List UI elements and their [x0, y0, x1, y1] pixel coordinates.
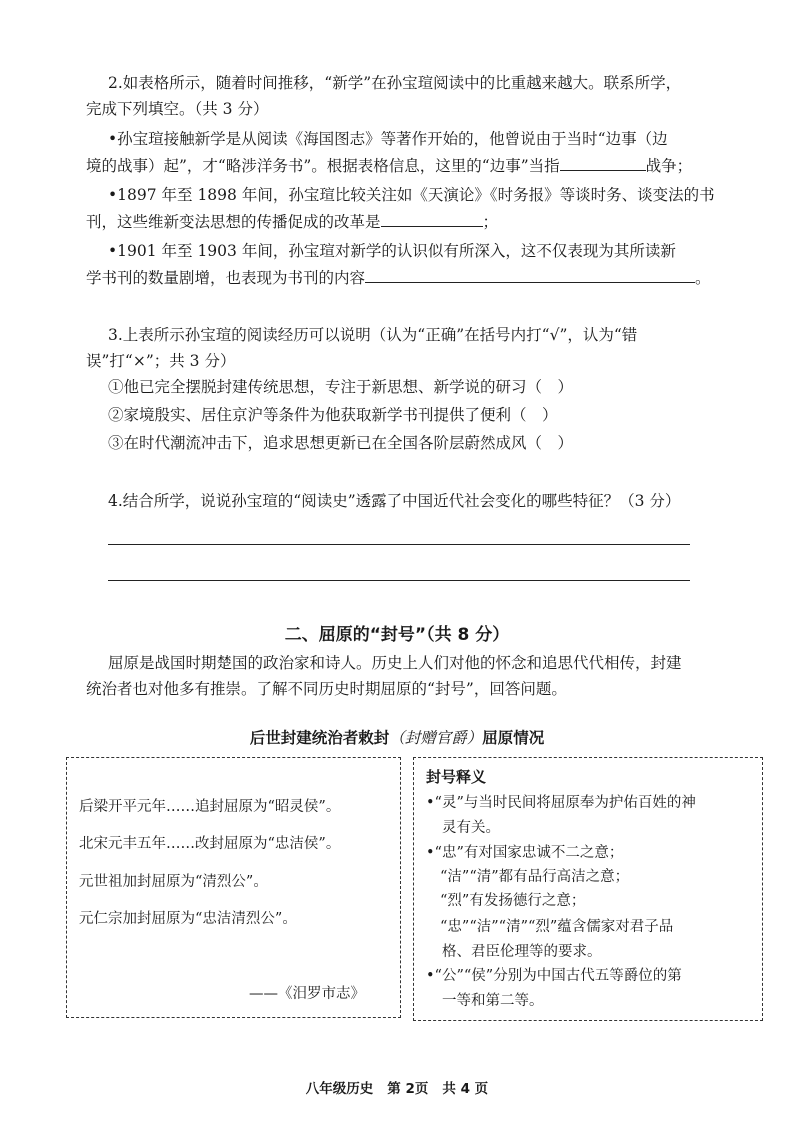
- record-row: 北宋元丰五年……改封屈原为“忠洁侯”。: [79, 836, 341, 852]
- answer-line-2[interactable]: [108, 580, 690, 581]
- explanation-line: •“忠”有对国家忠诚不二之意；: [426, 845, 624, 861]
- page-footer: [0, 1077, 794, 1097]
- record-row: 元仁宗加封屈原为“忠洁清烈公”。: [79, 911, 297, 927]
- explanation-line: 格、君臣伦理等的要求。: [442, 944, 602, 960]
- footer-total: 共 4 页: [442, 1081, 489, 1097]
- q3-item1[interactable]: ①他已完全摆脱封建传统思想，专注于新思想、新学说的研习（ ）: [108, 378, 574, 396]
- record-row: 元世祖加封屈原为“清烈公”。: [79, 874, 268, 890]
- footer-grade: 八年级历史: [305, 1081, 374, 1097]
- q2-bullet3-text: 学书刊的数量剧增，也表现为书刊的内容: [86, 269, 366, 287]
- q2-line1: 2.如表格所示，随着时间推移，“新学”在孙宝瑄阅读中的比重越来越大。联系所学，: [108, 74, 682, 92]
- q2-bullet2-suffix: ；: [482, 213, 499, 231]
- table-title-main: 后世封建统治者敕封: [249, 729, 390, 747]
- record-row: 后梁开平元年……追封屈原为“昭灵侯”。: [79, 799, 341, 815]
- q2-bullet3-line2: [86, 266, 711, 289]
- enfeoffment-records-box: [66, 757, 401, 1018]
- answer-line-1[interactable]: [108, 544, 690, 545]
- q4-line1: 4.结合所学，说说孙宝瑄的“阅读史”透露了中国近代社会变化的哪些特征？（3 分）: [108, 492, 681, 510]
- table-title: [0, 726, 794, 748]
- table-title-end: 屈原情况: [482, 729, 545, 747]
- q3-item2[interactable]: ②家境殷实、居住京沪等条件为他获取新学书刊提供了便利（ ）: [108, 406, 558, 424]
- q2-line2: 完成下列填空。（共 3 分）: [86, 100, 269, 118]
- q2-bullet1-line2: [86, 154, 692, 177]
- q2-bullet3-suffix: 。: [695, 269, 711, 287]
- section-intro-line2: 统治者也对他多有推崇。了解不同历史时期屈原的“封号”，回答问题。: [86, 680, 567, 698]
- q2-bullet1-suffix: 战争；: [645, 157, 693, 175]
- explanation-heading: 封号释义: [426, 768, 487, 786]
- explanation-line: •“公”“侯”分别为中国古代五等爵位的第: [426, 968, 682, 984]
- record-source: ——《汨罗市志》: [249, 986, 365, 1002]
- section-intro-line1: 屈原是战国时期楚国的政治家和诗人。历史上人们对他的怀念和追思代代相传，封建: [108, 654, 682, 672]
- q2-bullet2-line2: [86, 210, 498, 233]
- q3-item3[interactable]: ③在时代潮流冲击下，追求思想更新已在全国各阶层蔚然成风（ ）: [108, 434, 574, 452]
- explanation-line: •“灵”与当时民间将屈原奉为护佑百姓的神: [426, 795, 696, 811]
- q3-line1: 3.上表所示孙宝瑄的阅读经历可以说明（认为“正确”在括号内打“√”，认为“错: [108, 326, 638, 344]
- footer-page: 第 2页: [387, 1081, 429, 1097]
- q2-bullet1-line1: •孙宝瑄接触新学是从阅读《海国图志》等著作开始的，他曾说由于当时“边事（边: [108, 130, 668, 148]
- title-explanation-box: [413, 757, 763, 1021]
- explanation-line: “忠”“洁”“清”“烈”蕴含儒家对君子品: [440, 919, 674, 935]
- table-title-note: （封赠官爵）: [389, 729, 483, 747]
- q2-bullet2-line1: •1897 年至 1898 年间，孙宝瑄比较关注如《天演论》《时务报》等谈时务、谈变法的书: [108, 186, 715, 204]
- section-title: 二、屈原的“封号”（共 8 分）: [284, 625, 510, 645]
- answer-blank-reform[interactable]: [381, 210, 483, 227]
- q2-bullet3-line1: •1901 年至 1903 年间，孙宝瑄对新学的认识似有所深入，这不仅表现为其所读新: [108, 242, 676, 260]
- explanation-line: “烈”有发扬德行之意；: [440, 893, 586, 909]
- explanation-line: 灵有关。: [442, 820, 500, 836]
- answer-blank-content[interactable]: [365, 266, 695, 283]
- answer-blank-border-war[interactable]: [560, 154, 646, 171]
- q2-bullet2-text: 刊，这些维新变法思想的传播促成的改革是: [86, 213, 381, 231]
- q2-bullet1-text: 境的战事）起”，才“略涉洋务书”。根据表格信息，这里的“边事”当指: [86, 157, 560, 175]
- q3-line2: 误”打“×”；共 3 分）: [86, 352, 236, 370]
- explanation-line: 一等和第二等。: [442, 993, 544, 1009]
- explanation-line: “洁”“清”都有品行高洁之意；: [440, 869, 630, 885]
